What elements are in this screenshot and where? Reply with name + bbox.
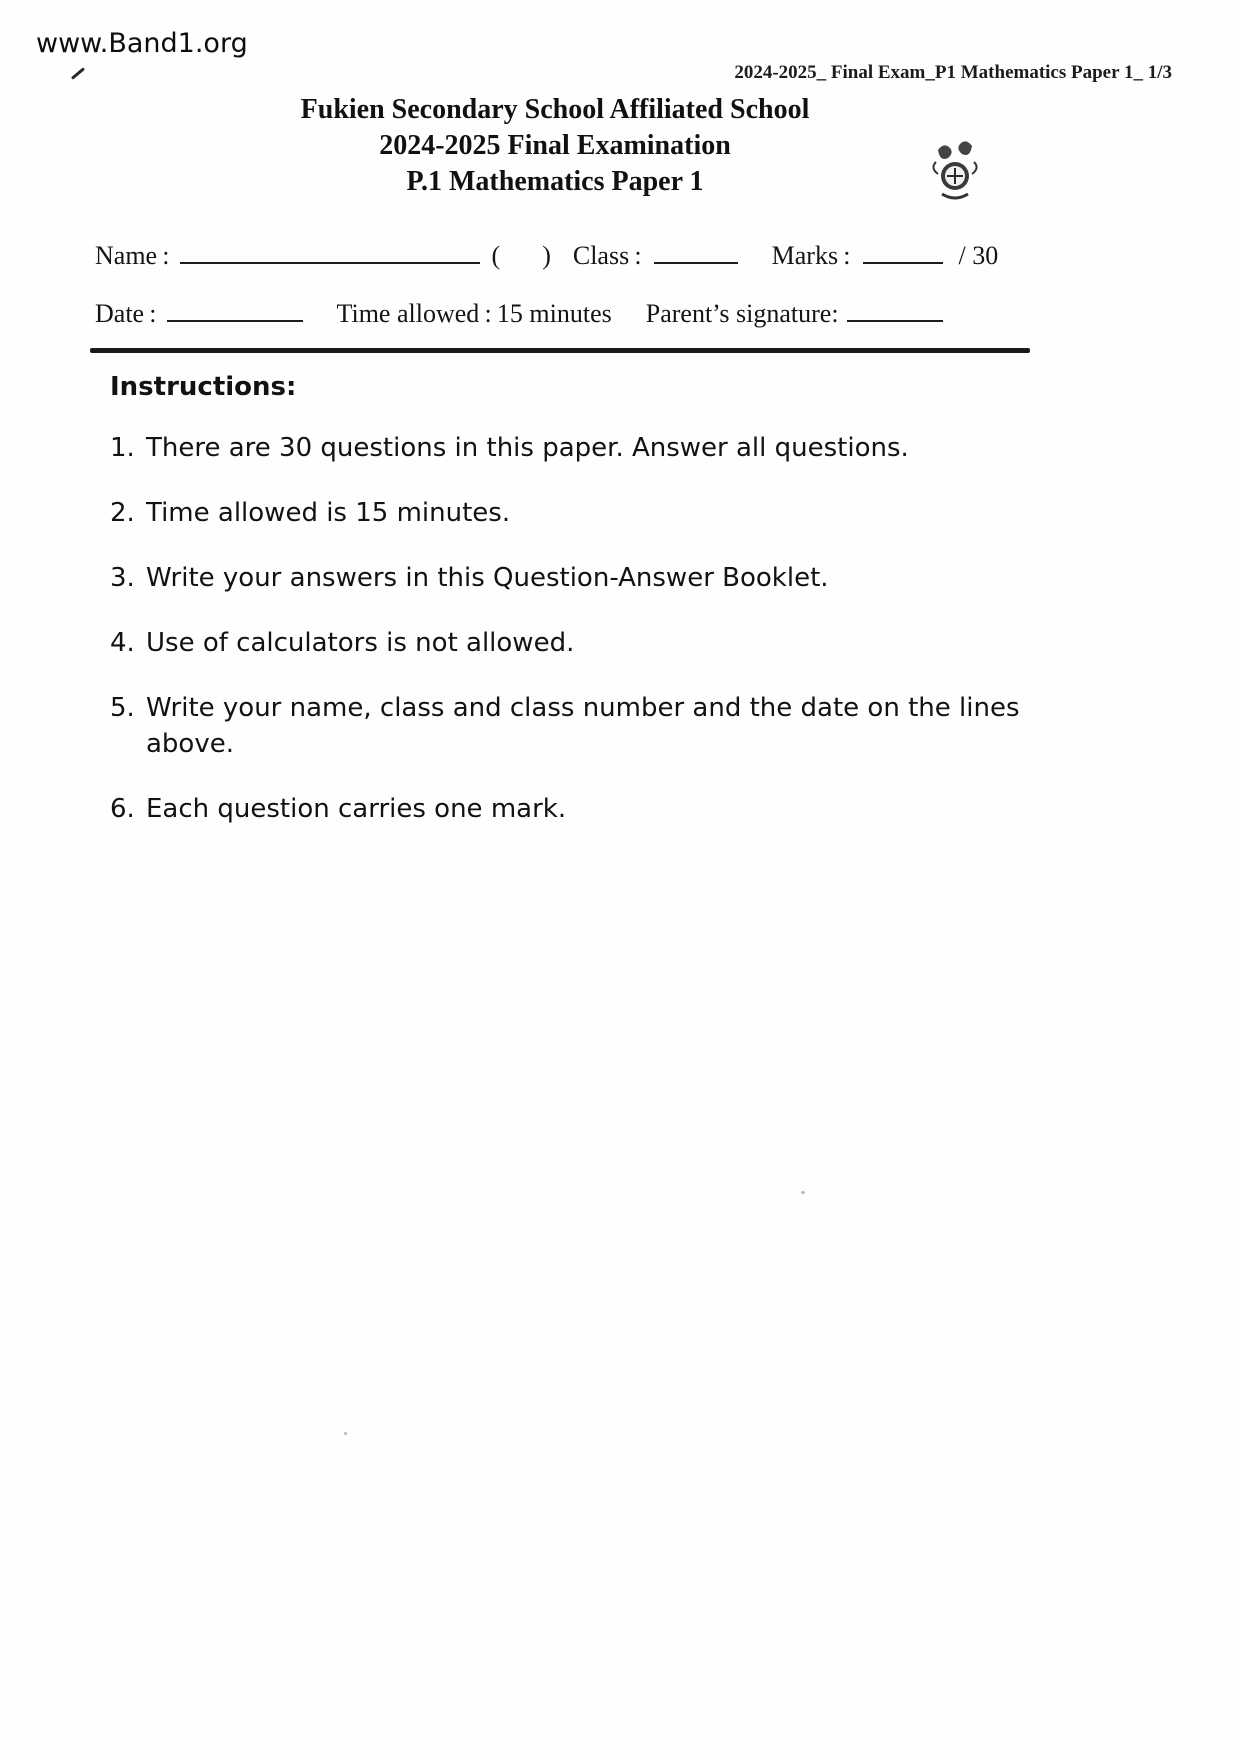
instruction-number: 4. bbox=[110, 628, 135, 658]
header-divider-line bbox=[90, 348, 1030, 353]
class-number-paren-open: ( bbox=[491, 241, 501, 270]
signature-blank-line bbox=[847, 298, 943, 322]
marks-total: / 30 bbox=[958, 241, 999, 270]
instruction-item bbox=[110, 791, 1040, 827]
instructions-list bbox=[110, 430, 1040, 827]
parent-signature-label: Parent’s signature: bbox=[645, 299, 839, 328]
instruction-text: Each question carries one mark. bbox=[146, 794, 567, 824]
info-row-2 bbox=[95, 298, 1030, 329]
name-label: Name : bbox=[95, 241, 170, 270]
instruction-text: Time allowed is 15 minutes. bbox=[146, 498, 511, 528]
instructions-section bbox=[110, 372, 1040, 856]
scan-speck bbox=[801, 1191, 805, 1194]
marks-blank-line bbox=[863, 240, 943, 264]
instruction-text: There are 30 questions in this paper. Answer all questions. bbox=[146, 433, 909, 463]
date-blank-line bbox=[167, 298, 303, 322]
instruction-item bbox=[110, 495, 1040, 531]
time-allowed-label: Time allowed : 15 minutes bbox=[336, 299, 612, 328]
instruction-item bbox=[110, 625, 1040, 661]
school-logo bbox=[918, 132, 992, 208]
instruction-number: 1. bbox=[110, 433, 135, 463]
info-row-1 bbox=[95, 240, 1030, 271]
class-number-paren-close: ) bbox=[542, 241, 551, 270]
marks-label: Marks : bbox=[771, 241, 851, 270]
instruction-item bbox=[110, 690, 1040, 762]
date-label: Date : bbox=[95, 299, 157, 328]
exam-title: 2024-2025 Final Examination bbox=[379, 130, 731, 161]
school-name: Fukien Secondary School Affiliated School bbox=[300, 94, 810, 125]
instruction-text: Use of calculators is not allowed. bbox=[146, 628, 575, 658]
instruction-item bbox=[110, 430, 1040, 466]
instruction-number: 6. bbox=[110, 794, 135, 824]
page-reference: 2024-2025_ Final Exam_P1 Mathematics Paper 1_ 1/3 bbox=[734, 62, 1172, 83]
instruction-number: 2. bbox=[110, 498, 135, 528]
instruction-text: Write your answers in this Question-Answer Booklet. bbox=[146, 563, 829, 593]
instruction-item bbox=[110, 560, 1040, 596]
instructions-heading: Instructions: bbox=[110, 372, 297, 402]
instruction-text: Write your name, class and class number and the date on the lines above. bbox=[146, 693, 1020, 759]
paper-title: P.1 Mathematics Paper 1 bbox=[406, 166, 704, 197]
class-blank-line bbox=[654, 240, 738, 264]
watermark-text: www.Band1.org bbox=[36, 28, 248, 59]
class-label: Class : bbox=[572, 241, 642, 270]
name-blank-line bbox=[180, 240, 480, 264]
instruction-number: 5. bbox=[110, 693, 135, 723]
pen-mark bbox=[71, 67, 85, 80]
student-info-block bbox=[95, 240, 1030, 329]
scan-speck bbox=[344, 1432, 347, 1435]
instruction-number: 3. bbox=[110, 563, 135, 593]
